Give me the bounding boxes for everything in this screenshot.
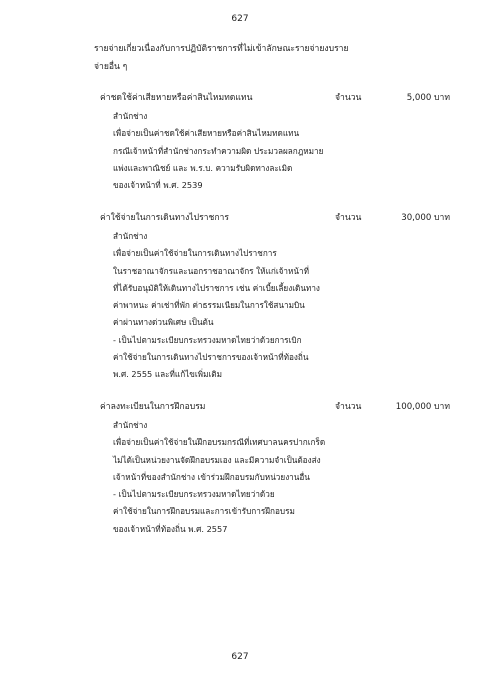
expense-item-amount: 100,000 บาท: [395, 402, 450, 412]
expense-item-row: [100, 210, 450, 226]
expense-item-amount: 30,000 บาท: [401, 213, 450, 223]
section-heading: [94, 40, 394, 76]
description-line: เพื่อจ่ายเป็นค่าชดใช้ค่าเสียหายหรือค่าสินไหมทดแทน: [113, 128, 300, 139]
description-line: เพื่อจ่ายเป็นค่าใช้จ่ายในการเดินทางไปราชการ: [113, 248, 277, 259]
section-heading-line: รายจ่ายเกี่ยวเนื่องกับการปฏิบัติราชการที่ไม่เข้าลักษณะรายจ่ายงบราย: [94, 44, 349, 54]
expense-item-description: [113, 108, 373, 194]
description-line: ของเจ้าหน้าที่ พ.ศ. 2539: [113, 180, 203, 191]
description-line: ค่าใช้จ่ายในการฝึกอบรมและการเข้ารับการฝึกอบรม: [113, 506, 295, 517]
description-line: ในราชอาณาจักรและนอกราชอาณาจักร ให้แก่เจ้าหน้าที่: [113, 265, 309, 276]
description-line: สำนักช่าง: [113, 231, 148, 241]
expense-item-row: [100, 90, 450, 106]
description-line: ของเจ้าหน้าที่ท้องถิ่น พ.ศ. 2557: [113, 523, 228, 534]
expense-item-title: ค่าใช้จ่ายในการเดินทางไปราชการ: [100, 213, 229, 223]
expense-item-title: ค่าลงทะเบียนในการฝึกอบรม: [100, 402, 206, 412]
expense-item-unit-label: จำนวน: [335, 213, 362, 223]
description-line: - เป็นไปตามระเบียบกระทรวงมหาดไทยว่าด้วย: [113, 489, 275, 500]
description-line: สำนักช่าง: [113, 111, 148, 121]
expense-item-unit-label: จำนวน: [335, 93, 362, 103]
description-line: ค่าใช้จ่ายในการเดินทางไปราชการของเจ้าหน้าที่ท้องถิ่น: [113, 352, 309, 363]
description-line: สำนักช่าง: [113, 420, 148, 430]
expense-item-title: ค่าชดใช้ค่าเสียหายหรือค่าสินไหมทดแทน: [100, 93, 253, 103]
description-line: ที่ได้รับอนุมัติให้เดินทางไปราชการ เช่น ค่าเบี้ยเลี้ยงเดินทาง: [113, 282, 320, 293]
description-line: เพื่อจ่ายเป็นค่าใช้จ่ายในฝึกอบรมกรณีที่เทศบาลนครปากเกร็ด: [113, 437, 326, 448]
description-line: ค่าพาหนะ ค่าเช่าที่พัก ค่าธรรมเนียมในการใช้สนามบิน: [113, 300, 305, 311]
expense-item-description: [113, 417, 373, 538]
expense-item-description: [113, 228, 373, 384]
description-line: แพ่งและพาณิชย์ และ พ.ร.บ. ความรับผิดทางละเมิด: [113, 162, 293, 173]
expense-item-amount: 5,000 บาท: [406, 93, 450, 103]
description-line: เจ้าหน้าที่ของสำนักช่าง เข้าร่วมฝึกอบรมกับหน่วยงานอื่น: [113, 471, 310, 482]
page-number-top: 627: [231, 14, 249, 24]
description-line: ค่าผ่านทางด่วนพิเศษ เป็นต้น: [113, 317, 214, 328]
section-heading-line: จ่ายอื่น ๆ: [94, 62, 128, 72]
expense-item-row: [100, 399, 450, 415]
description-line: - เป็นไปตามระเบียบกระทรวงมหาดไทยว่าด้วยการเบิก: [113, 334, 302, 345]
description-line: กรณีเจ้าหน้าที่สำนักช่างกระทำความผิด ประมวลผลกฎหมาย: [113, 145, 324, 156]
page-number-bottom: 627: [231, 652, 249, 662]
description-line: พ.ศ. 2555 และที่แก้ไขเพิ่มเติม: [113, 369, 222, 380]
description-line: ไม่ได้เป็นหน่วยงานจัดฝึกอบรมเอง และมีความจำเป็นต้องส่ง: [113, 454, 321, 465]
expense-item-unit-label: จำนวน: [335, 402, 362, 412]
